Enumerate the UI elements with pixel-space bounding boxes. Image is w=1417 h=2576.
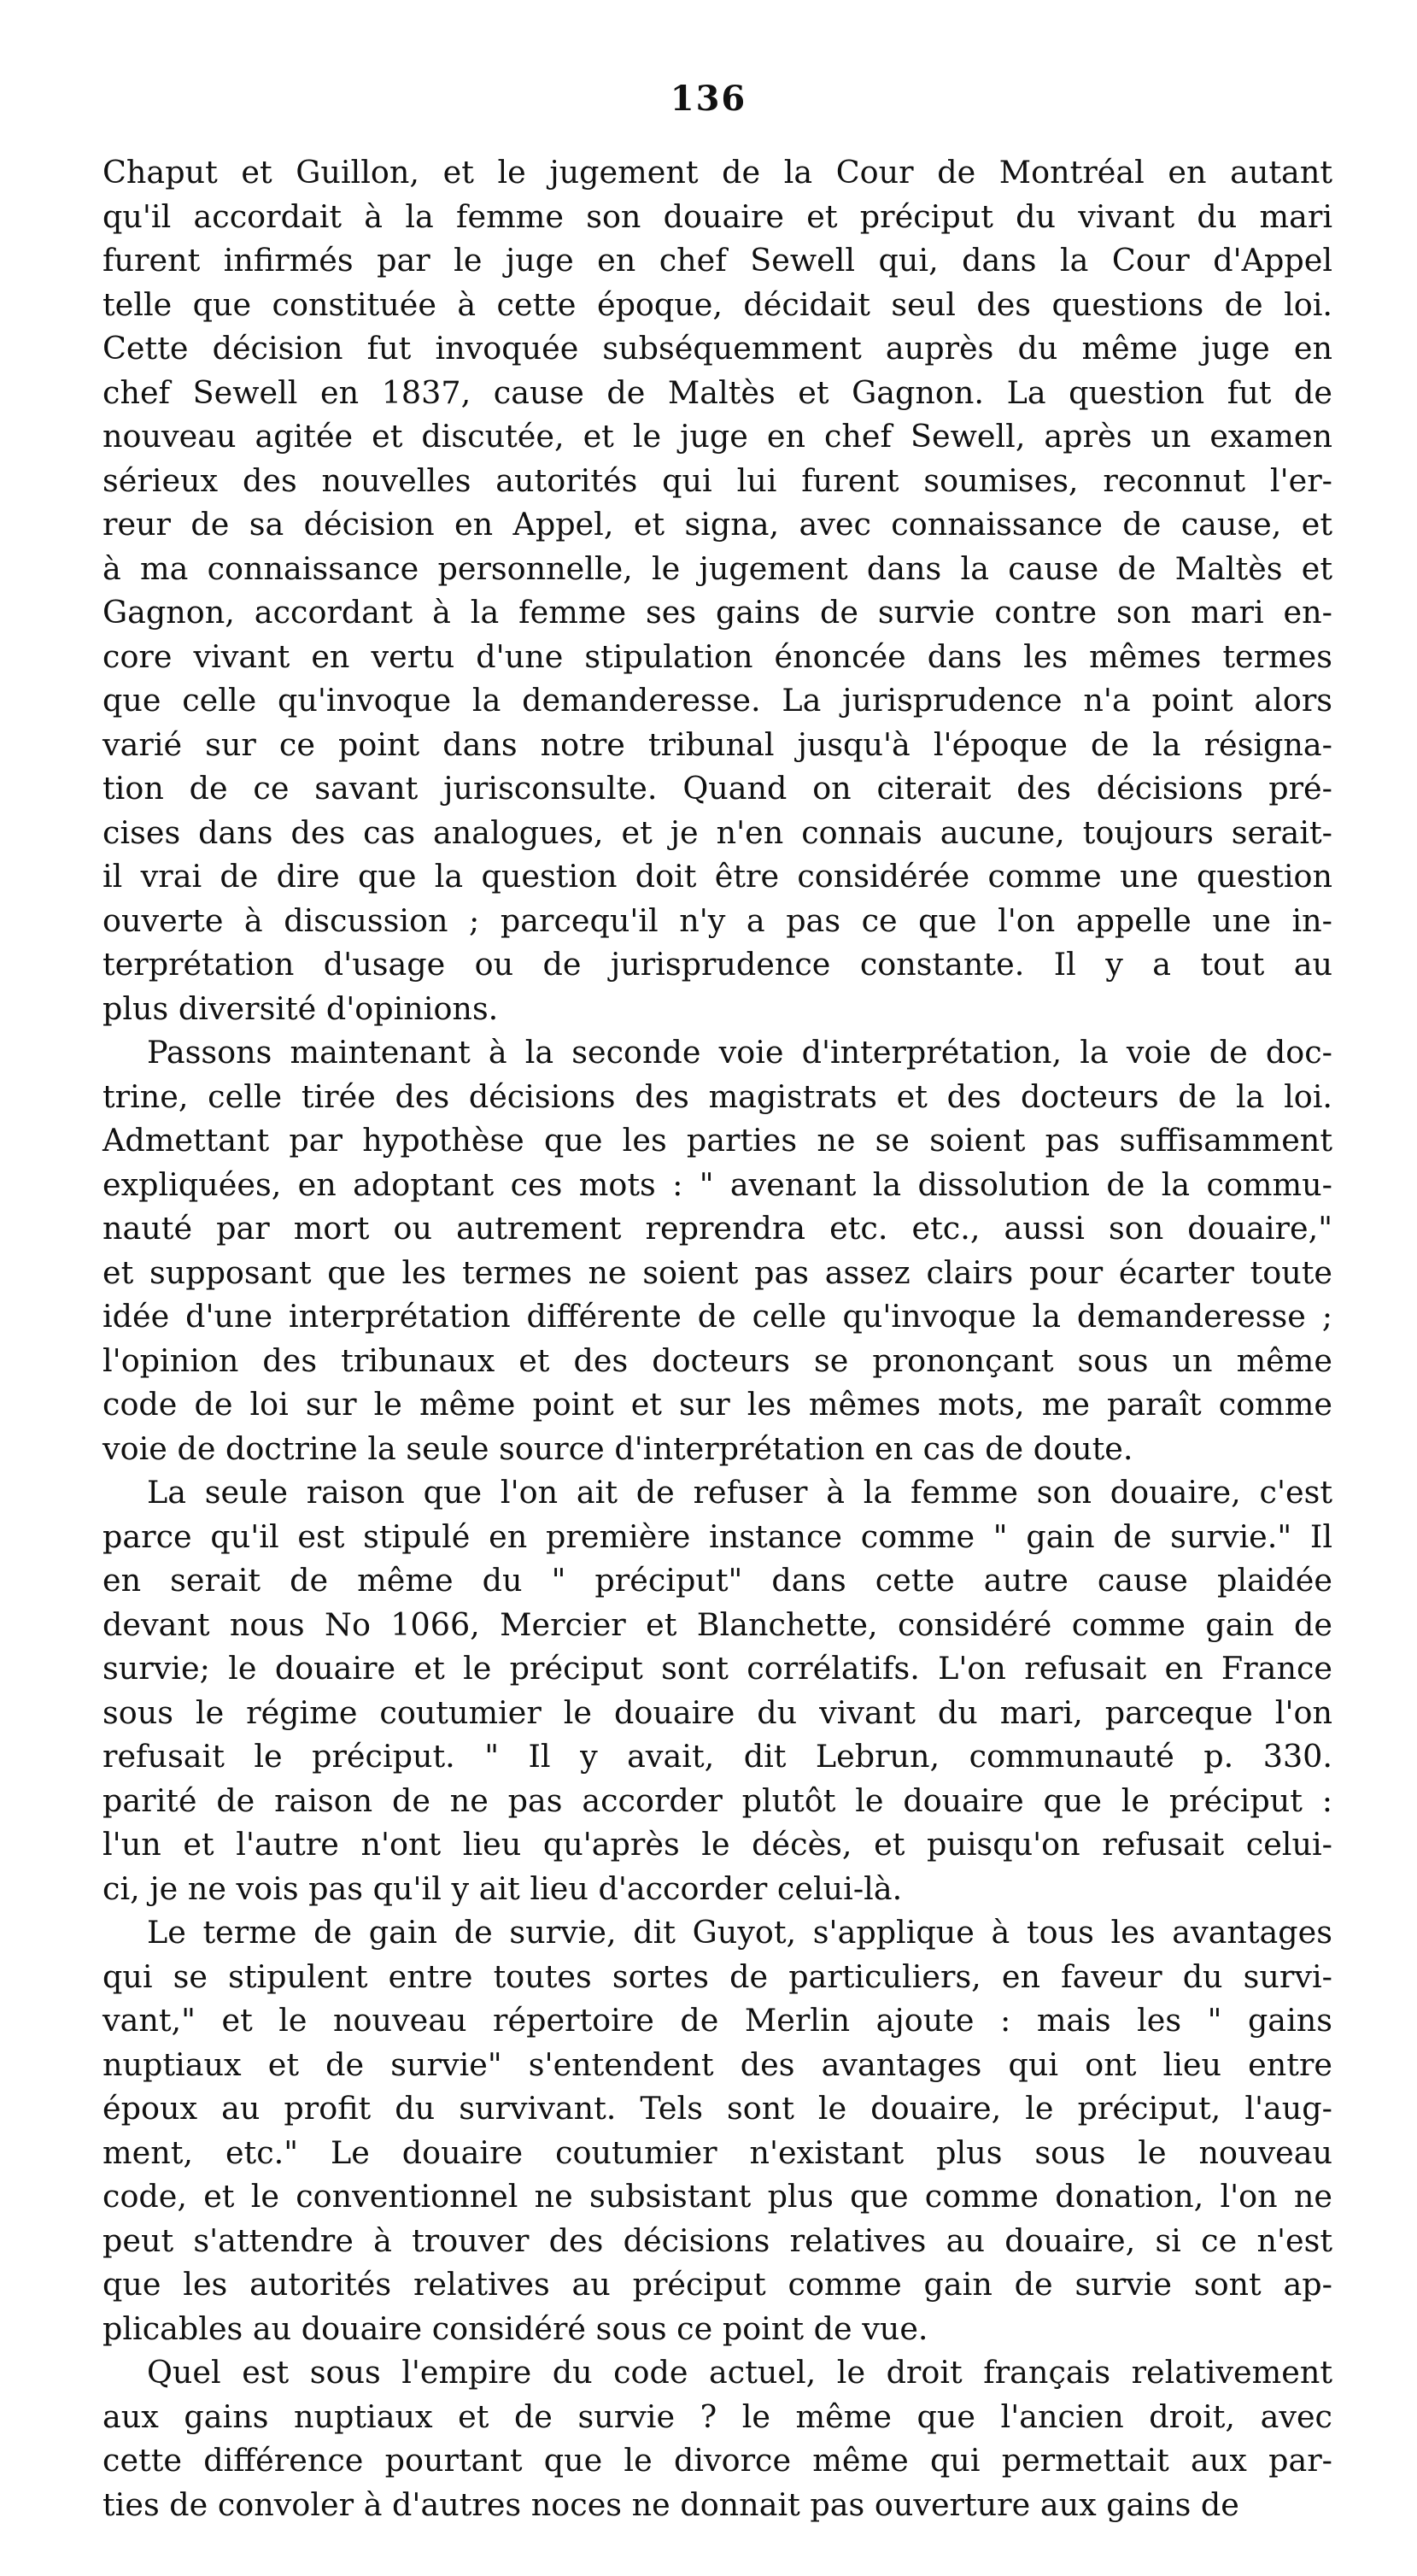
paragraph-5 (102, 2350, 1332, 2526)
text-line: Le terme de gain de survie, dit Guyot, s'applique à tous les avantages (147, 1914, 1332, 1951)
text-line: ouverte à discussion ; parcequ'il n'y a pas ce que l'on appelle une in- (102, 901, 1332, 939)
text-line: ment, etc." Le douaire coutumier n'existant plus sous le nouveau (102, 2133, 1332, 2171)
text-line: qui se stipulent entre toutes sortes de particuliers, en faveur du survi- (102, 1957, 1332, 1995)
text-line: nuptiaux et de survie" s'entendent des avantages qui ont lieu entre (102, 2045, 1332, 2083)
text-line: plicables au douaire considéré sous ce point de vue. (102, 2309, 928, 2347)
paragraph-2 (102, 1030, 1332, 1470)
text-line: Quel est sous l'empire du code actuel, le droit français relativement (147, 2354, 1332, 2391)
text-line: Cette décision fut invoquée subséquemment auprès du même juge en (102, 330, 1332, 367)
text-line: devant nous No 1066, Mercier et Blanchette, considéré comme gain de (102, 1605, 1332, 1643)
text-line: époux au profit du survivant. Tels sont le douaire, le préciput, l'aug- (102, 2090, 1332, 2127)
text-line: code de loi sur le même point et sur les mêmes mots, me paraît comme (102, 1386, 1332, 1423)
text-line: peut s'attendre à trouver des décisions relatives au douaire, si ce n'est (102, 2221, 1332, 2259)
text-line: sous le régime coutumier le douaire du vivant du mari, parceque l'on (102, 1693, 1332, 1731)
text-line: voie de doctrine la seule source d'interprétation en cas de doute. (102, 1429, 1133, 1467)
text-line: expliquées, en adoptant ces mots : " avenant la dissolution de la commu- (102, 1165, 1332, 1203)
text-line: Admettant par hypothèse que les parties ne se soient pas suffisamment (102, 1122, 1332, 1159)
text-line: il vrai de dire que la question doit être considérée comme une question (102, 858, 1332, 895)
paragraph-4 (102, 1910, 1332, 2350)
paragraph-3 (102, 1470, 1332, 1910)
text-line: vant," et le nouveau répertoire de Merlin ajoute : mais les " gains (102, 2002, 1332, 2039)
text-line: et supposant que les termes ne soient pas assez clairs pour écarter toute (102, 1253, 1332, 1291)
text-line: idée d'une interprétation différente de celle qu'invoque la demanderesse ; (102, 1298, 1332, 1335)
text-line: cette différence pourtant que le divorce même qui permettait aux par- (102, 2442, 1332, 2479)
text-line: que celle qu'invoque la demanderesse. La jurisprudence n'a point alors (102, 682, 1332, 719)
text-line: en serait de même du " préciput" dans cette autre cause plaidée (102, 1562, 1332, 1599)
text-line: aux gains nuptiaux et de survie ? le même que l'ancien droit, avec (102, 2397, 1332, 2435)
text-line: plus diversité d'opinions. (102, 989, 499, 1027)
text-line: reur de sa décision en Appel, et signa, avec connaissance de cause, et (102, 506, 1332, 543)
text-line: varié sur ce point dans notre tribunal jusqu'à l'époque de la résigna- (102, 725, 1332, 763)
text-line: core vivant en vertu d'une stipulation énoncée dans les mêmes termes (102, 637, 1332, 675)
body-text (102, 150, 1332, 2526)
text-line: terprétation d'usage ou de jurisprudence constante. Il y a tout au (102, 946, 1332, 983)
text-line: tion de ce savant jurisconsulte. Quand on citerait des décisions pré- (102, 770, 1332, 807)
text-line: La seule raison que l'on ait de refuser à la femme son douaire, c'est (147, 1474, 1332, 1511)
text-line: qu'il accordait à la femme son douaire et préciput du vivant du mari (102, 197, 1332, 235)
text-line: code, et le conventionnel ne subsistant plus que comme donation, l'on ne (102, 2178, 1332, 2215)
text-line: ci, je ne vois pas qu'il y ait lieu d'accorder celui-là. (102, 1869, 903, 1907)
text-line: parce qu'il est stipulé en première instance comme " gain de survie." Il (102, 1517, 1332, 1555)
text-line: l'opinion des tribunaux et des docteurs se prononçant sous un même (102, 1341, 1332, 1379)
text-line: à ma connaissance personnelle, le jugement dans la cause de Maltès et (102, 549, 1332, 587)
text-line: Gagnon, accordant à la femme ses gains de survie contre son mari en- (102, 594, 1332, 631)
text-line: que les autorités relatives au préciput comme gain de survie sont ap- (102, 2266, 1332, 2303)
text-line: cises dans des cas analogues, et je n'en connais aucune, toujours serait- (102, 813, 1332, 851)
text-line: telle que constituée à cette époque, décidait seul des questions de loi. (102, 285, 1332, 323)
paragraph-1 (102, 150, 1332, 1030)
text-line: chef Sewell en 1837, cause de Maltès et Gagnon. La question fut de (102, 373, 1332, 411)
text-line: sérieux des nouvelles autorités qui lui furent soumises, reconnut l'er- (102, 461, 1332, 499)
text-line: furent infirmés par le juge en chef Sewell qui, dans la Cour d'Appel (102, 242, 1332, 279)
text-line: ties de convoler à d'autres noces ne donnait pas ouverture aux gains de (102, 2485, 1239, 2523)
text-line: l'un et l'autre n'ont lieu qu'après le décès, et puisqu'on refusait celui- (102, 1826, 1332, 1863)
page-number: 136 (670, 79, 747, 119)
text-line: Passons maintenant à la seconde voie d'interprétation, la voie de doc- (147, 1034, 1332, 1071)
text-line: trine, celle tirée des décisions des magistrats et des docteurs de la loi. (102, 1077, 1332, 1115)
text-line: refusait le préciput. " Il y avait, dit Lebrun, communauté p. 330. (102, 1738, 1332, 1775)
text-line: parité de raison de ne pas accorder plutôt le douaire que le préciput : (102, 1781, 1332, 1819)
text-line: survie; le douaire et le préciput sont corrélatifs. L'on refusait en France (102, 1650, 1332, 1687)
text-line: Chaput et Guillon, et le jugement de la Cour de Montréal en autant (102, 154, 1332, 191)
text-line: nauté par mort ou autrement reprendra etc. etc., aussi son douaire," (102, 1210, 1332, 1247)
text-line: nouveau agitée et discutée, et le juge en chef Sewell, après un examen (102, 418, 1332, 455)
